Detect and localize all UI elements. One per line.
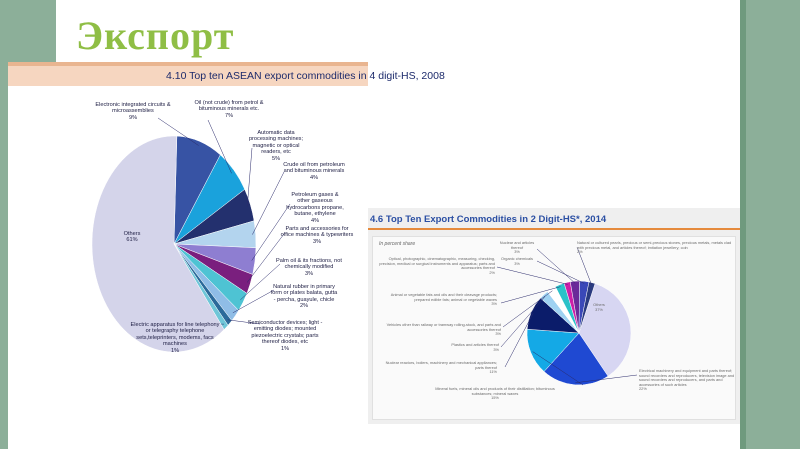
pie-chart-2008 [8, 62, 368, 449]
label-percent: 2% [299, 303, 309, 310]
label-2014-vehicles [377, 323, 501, 337]
label-text: Vehicles other than railway or tramway rolling-stock, and parts and accessories thereof [386, 322, 501, 332]
share-label: In percent share [379, 241, 416, 247]
label-2014-animal-fats [377, 293, 497, 307]
label-percent: 1% [170, 347, 180, 354]
label-2008-data-processing [246, 130, 306, 162]
label-percent: 37% [595, 306, 603, 312]
label-text: Automatic data processing machines; magnetic or optical readers, etc [248, 130, 304, 156]
label-text: Nuclear reactors, boilers, machinery and mechanical appliances; parts thereof [385, 360, 497, 370]
label-2008-palm-oil [274, 258, 344, 277]
label-2008-others [112, 231, 152, 244]
label-percent: 3% [495, 331, 501, 337]
chart-title-2014: 4.6 Top Ten Export Commodities in 2 Digit-HS*, 2014 [368, 212, 740, 230]
label-text: Electric apparatus for line telephony or telegraphy telephone sets,teleprinters, modems, facs machines [130, 322, 220, 348]
label-percent: 15% [491, 395, 499, 401]
label-2008-crude-oil [282, 162, 346, 181]
label-2014-nuclear-articles [497, 241, 537, 255]
label-2014-electrical-machinery [639, 369, 735, 392]
label-text: Optical, photographic, cinematographic, measuring, checking, precision, medical or surgical instruments and apparatus; parts and accessories thereof [379, 256, 495, 271]
chart-panel-2014 [368, 208, 740, 424]
label-2014-mineral-fuels [435, 387, 555, 401]
label-percent: 4% [309, 174, 319, 181]
label-2008-oil-not-crude [192, 100, 266, 119]
slide-title: Экспорт [76, 13, 235, 58]
label-text: Palm oil & its fractions, not chemically modified [276, 258, 342, 271]
label-text: Electronic integrated circuits & microassemblies [95, 102, 171, 115]
label-percent: 7% [224, 112, 234, 119]
label-text: Petroleum gases & other gaseous hydrocarbons propane, butane, ethylene [286, 192, 344, 218]
label-text: Plastics and articles thereof [451, 342, 499, 347]
chart-area-2014 [372, 236, 736, 420]
right-decor-band [740, 0, 800, 449]
label-text: Parts and accessories for office machines & typewriters [280, 226, 354, 239]
label-2008-office-parts [280, 226, 354, 245]
label-percent: 11% [489, 369, 497, 375]
label-percent: 9% [128, 114, 138, 121]
right-decor-stripe [740, 0, 746, 449]
leader-line-7 [497, 267, 568, 284]
label-text: Nuclear and articles thereof [499, 240, 535, 250]
label-text: Crude oil from petroleum and bituminous minerals [283, 162, 345, 175]
label-percent: 3% [304, 270, 314, 277]
label-text: Semiconductor devices; light - emitting diodes; mounted piezoelectric crystals; parts thereof diodes, etc [247, 320, 323, 346]
label-text: Natural rubber in primary form or plates balata, gutta - percha, guayule, chicle [270, 284, 338, 303]
label-text: Organic chemicals [500, 256, 533, 261]
label-percent: 2% [489, 269, 495, 275]
label-2014-others [587, 303, 611, 312]
label-2014-plastics [429, 343, 499, 352]
label-text: Oil (not crude) from petrol & bituminous minerals etc. [194, 100, 264, 113]
label-2008-telephony [130, 322, 220, 354]
label-2014-pearls [577, 241, 733, 255]
label-percent: 5% [271, 155, 281, 162]
label-percent: 2% [577, 249, 583, 255]
label-text: Animal or vegetable fats and oils and their cleavage products; prepared edible fats; animal or vegetable waxes [390, 292, 497, 302]
label-percent: 3% [514, 249, 520, 255]
label-2008-integrated-circuits [92, 102, 174, 121]
label-percent: 3% [514, 260, 520, 266]
label-text: Natural or cultured pearls, precious or semi-precious stones, precious metals, metals clad with precious metal, and articles thereof; imitation jewellery; coin [577, 240, 732, 250]
chart-title-2008: 4.10 Top ten ASEAN export commodities in 4 digit-HS, 2008 [8, 62, 368, 86]
label-text: Others [593, 302, 605, 307]
label-text: Mineral fuels, mineral oils and products of their distillation; bituminous substances; mineral waxes [435, 386, 555, 396]
label-percent: 3% [312, 238, 322, 245]
label-2008-petroleum-gases [286, 192, 344, 224]
label-percent: 4% [310, 217, 320, 224]
label-text: Electrical machinery and equipment and parts thereof; sound recorders and reproducers, television image and sound recorders and reproducers, and parts and accessories of such articles [639, 368, 735, 387]
label-percent: 1% [280, 345, 290, 352]
label-percent: 3% [493, 346, 499, 352]
label-text: Others [123, 231, 141, 237]
leader-line-9 [537, 261, 584, 283]
label-percent: 3% [491, 301, 497, 307]
label-percent: 61% [126, 237, 138, 244]
label-2014-nuclear-reactors [377, 361, 497, 375]
label-2008-natural-rubber [270, 284, 338, 310]
label-2014-organic-chemicals [499, 257, 535, 266]
label-2008-semiconductors [246, 320, 324, 352]
label-percent: 22% [639, 386, 647, 392]
label-2014-optical [377, 257, 495, 275]
